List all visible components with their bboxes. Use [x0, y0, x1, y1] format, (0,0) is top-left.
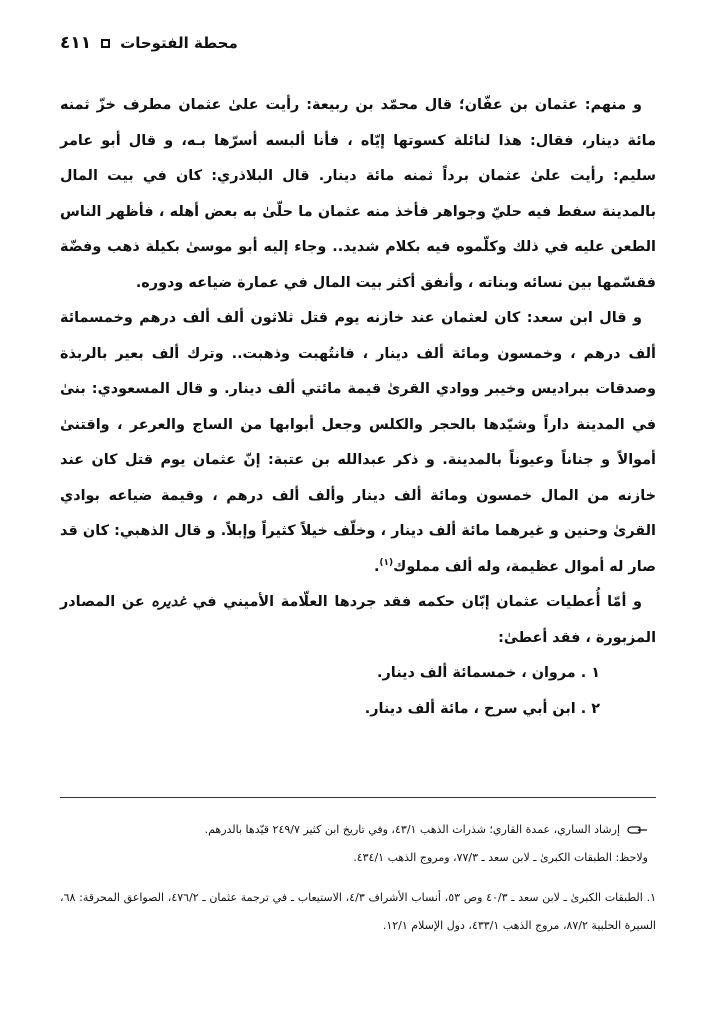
footnote-1: ١. الطبقات الكبرىٰ ـ لابن سعد ـ ٤٠/٣ وص ٥٣، أنساب الأشراف ٤/٣، الاستيعاب ـ في ترجمة عثمان ـ ٤٧٦/٢، الصواعق المحرقة: ٦٨، السيرة الحلبية ٨٧/٢، مروج الذهب ٤٣٣/١، دول الإسلام ١٢/١.: [60, 891, 656, 932]
list-item: ٢ . ابن أبي سرح ، مائة ألف دينار.: [364, 700, 600, 717]
footnote-note: ولاحظ: الطبقات الكبرىٰ ـ لابن سعد ـ ٧٧/٣، ومروج الذهب ٤٣٤/١.: [353, 851, 648, 864]
paragraph: و قال ابن سعد: كان لعثمان عند خازنه يوم قتل ثلاثون ألف ألف درهم وخمسمائة ألف درهم ، وخمسون ومائة ألف دينار ، فانتُهبت وذهبت.. وترك ألف بعير بالربذة وصدقات ببراديس وخيبر ووادي القرىٰ قيمة مائتي ألف دينار. و قال المسعودي: بنىٰ في المدينة داراً وشيّدها بالحجر والكلس وجعل أبوابها من الساج والعرعر ، واقتنىٰ أموالاً و جناناً وعيوناً بالمدينة. و ذكر عبدالله بن عتبة: إنّ عثمان يوم قتل كان عند خازنه من المال خمسون ومائة ألف دينار وألف ألف درهم ، وقيمة ضياعه بوادي القرىٰ وحنين و غيرهما مائة ألف دينار ، وخلّف خيلاً كثيراً وإبلاً. و قال الذهبي: كان قد صار له أموال عظيمة، وله ألف مملوك$^{(١)}$.: [60, 310, 656, 575]
footnote-text: إرشاد الساري، عمدة القاري؛ شذرات الذهب ٤٣/١، وفي تاريخ ابن كثير ٢٤٩/٧ قيّدها بالدرهم.: [204, 823, 620, 836]
page-number: ٤١١: [60, 33, 92, 53]
footnote-marker: (١): [379, 557, 394, 568]
main-text: [60, 88, 656, 727]
paragraph-text: و قال ابن سعد: كان لعثمان عند خازنه يوم قتل ثلاثون ألف ألف درهم وخمسمائة ألف درهم ، وخمسون ومائة ألف دينار ، فانتُهبت وذهبت.. وترك ألف بعير بالربذة وصدقات ببراديس وخيبر ووادي القرىٰ قيمة مائتي ألف دينار. و قال المسعودي: بنىٰ في المدينة داراً وشيّدها بالحجر والكلس وجعل أبوابها من الساج والعرعر ، واقتنىٰ أموالاً و جناناً وعيوناً بالمدينة. و ذكر عبدالله بن عتبة: إنّ عثمان يوم قتل كان عند خازنه من المال خمسون ومائة ألف دينار وألف ألف درهم ، وقيمة ضياعه بوادي القرىٰ وحنين و غيرهما مائة ألف دينار ، وخلّف خيلاً كثيراً وإبلاً. و قال الذهبي: كان قد صار له أموال عظيمة، وله ألف مملوك: [60, 310, 656, 575]
paragraph: [60, 585, 656, 656]
paragraph-text: عن المصادر المزبورة ، فقد أعطىٰ:: [60, 594, 656, 646]
book-reference: غديره: [151, 594, 186, 610]
footnotes-area: [60, 816, 656, 940]
paragraph-text: و أمّا أُعطيات عثمان إبّان حكمه فقد جردها العلّامة الأميني في: [192, 594, 642, 610]
footnote-note: [60, 816, 656, 844]
running-header: [60, 28, 656, 58]
footnote-divider: [60, 797, 656, 798]
pointing-hand-icon: [626, 824, 648, 836]
paragraph: و منهم: عثمان بن عفّان؛ قال محمّد بن ربيعة: رأيت علىٰ عثمان مطرف خزّ ثمنه مائة دينار، فقال: هذا لنائلة كسوتها إيّاه ، فأنا ألبسه أسرّها بـه، و قال أبو عامر سليم: رأيت علىٰ عثمان برداً ثمنه مائة دينار. قال البلاذري: كان في بيت المال بالمدينة سفط فيه حليّ وجواهر فأخذ منه عثمان ما حلّىٰ به بعض أهله ، فأظهر الناس الطعن عليه في ذلك وكلّموه فيه بكلام شديد.. وجاء إليه أبو موسىٰ بكيلة ذهب وفضّة فقسّمها بين نسائه وبناته ، وأنفق أكثر بيت المال في عمارة ضياعه ودوره.: [60, 97, 656, 291]
book-title: محطة الفتوحات: [120, 34, 238, 52]
square-separator-icon: [101, 39, 110, 48]
list-item: ١ . مروان ، خمسمائة ألف دينار.: [377, 665, 600, 681]
